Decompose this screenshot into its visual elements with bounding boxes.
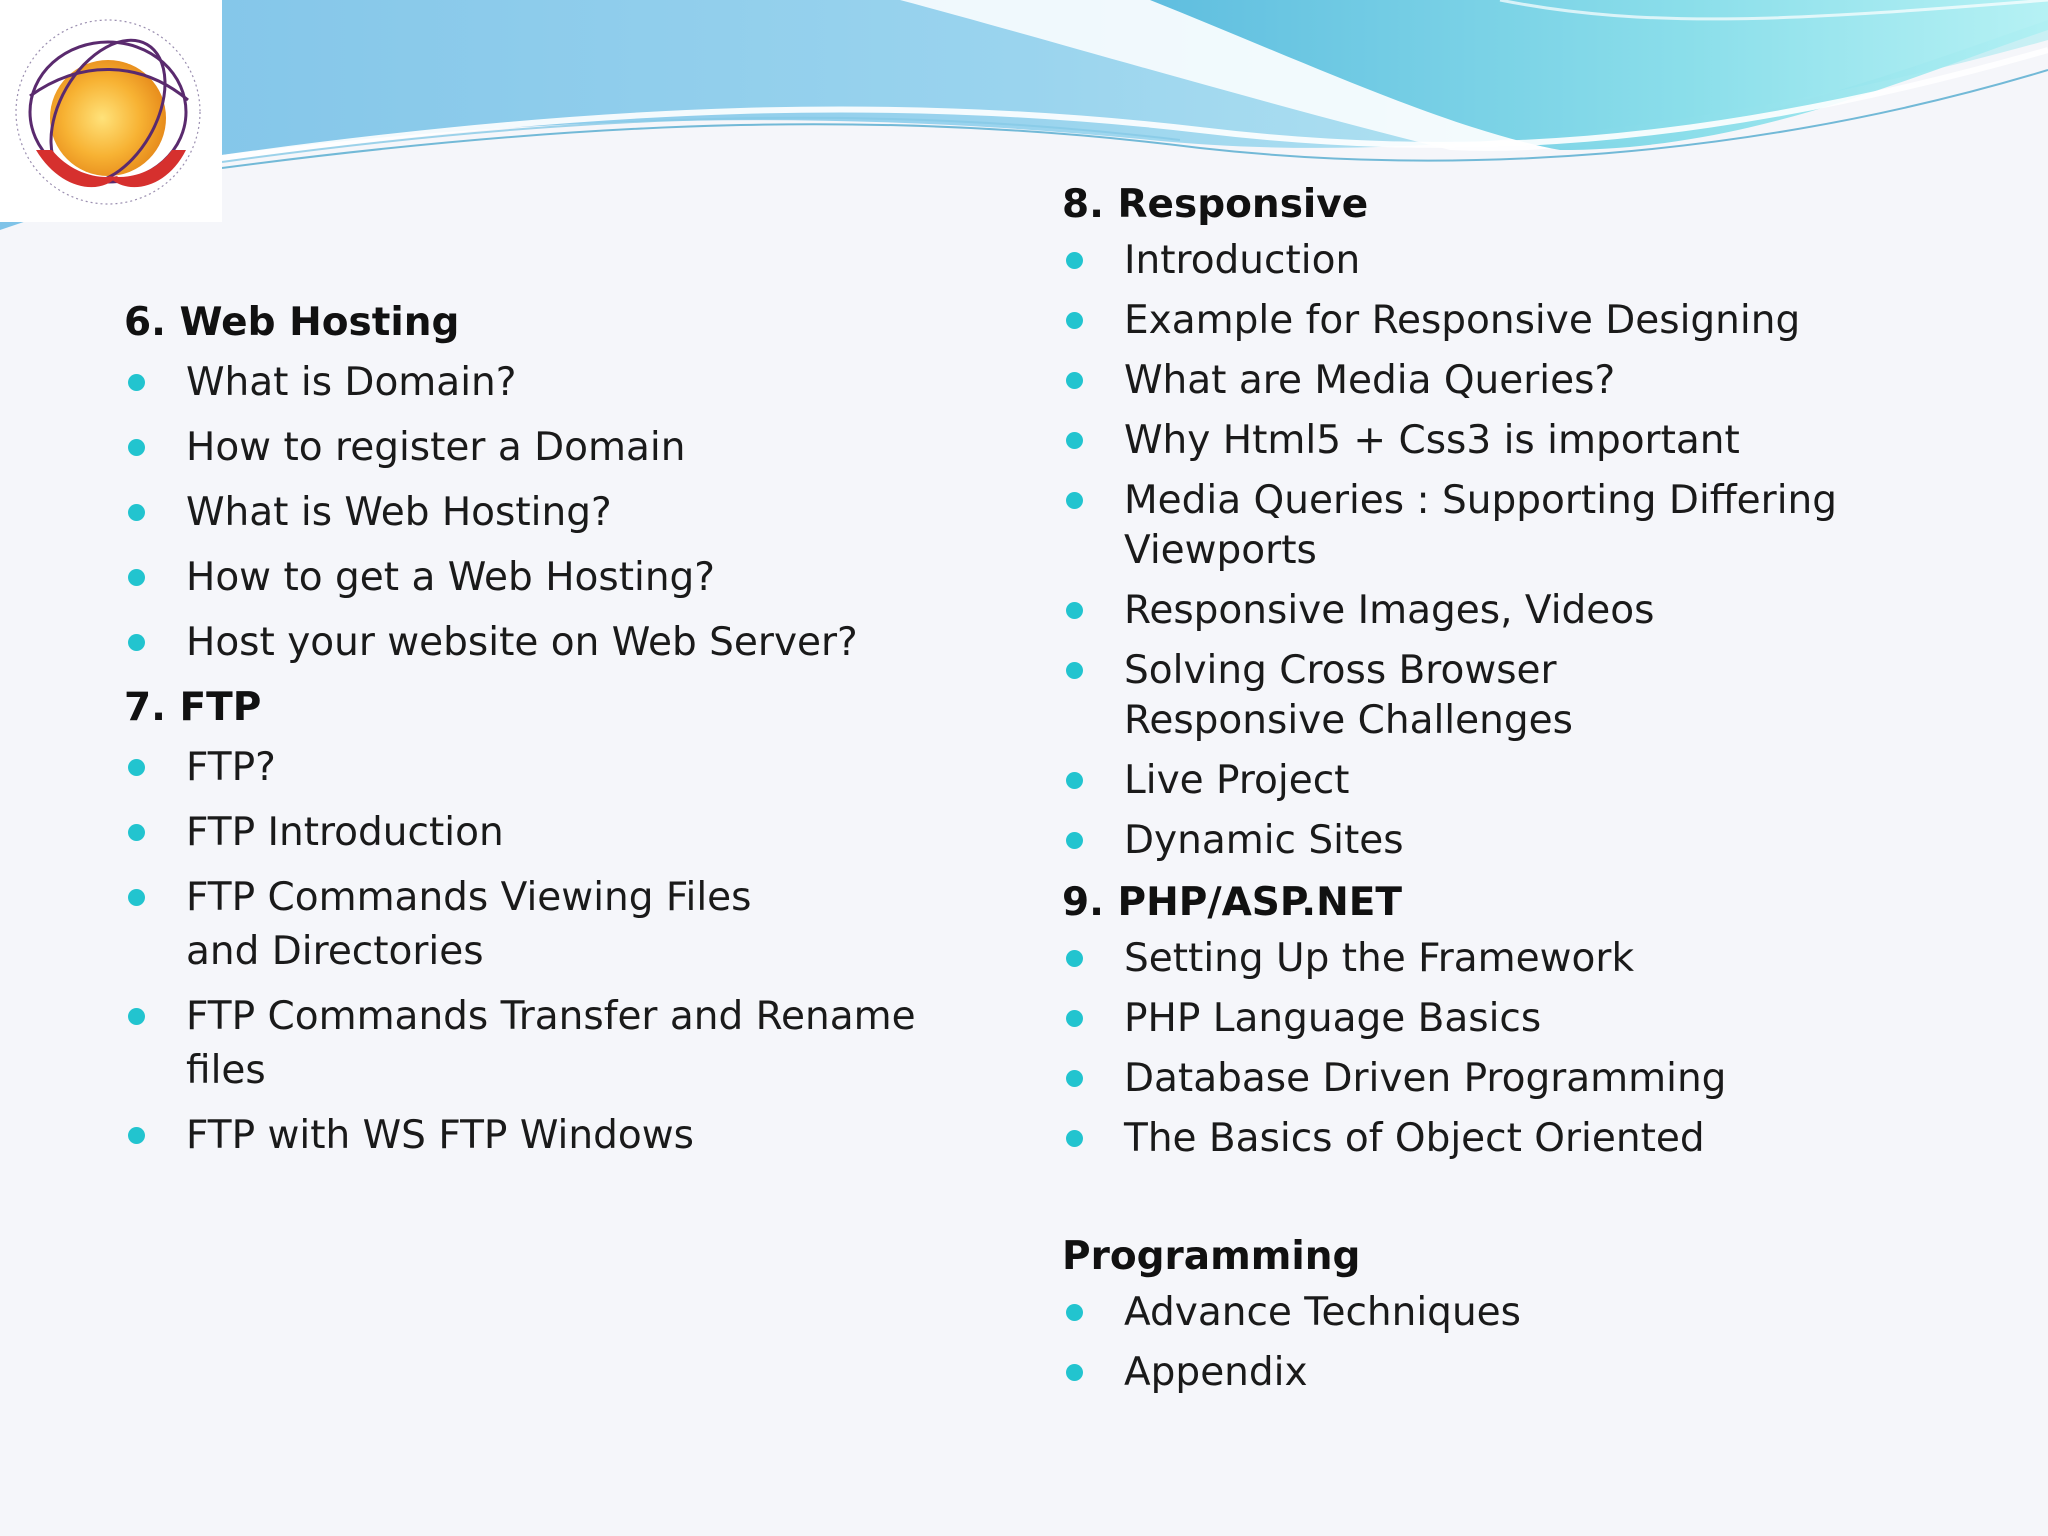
list-item [124,421,1004,475]
bullet-dot-icon [1066,772,1083,789]
list-item [124,1109,1004,1163]
item-text: How to register a Domain [186,425,686,470]
section-responsive [1062,178,1982,866]
bullet-dot-icon [128,504,145,521]
bullet-dot-icon [1066,432,1083,449]
list-item [1062,476,1844,576]
list-item [124,356,1004,410]
list-item [1062,934,1982,984]
list-item [124,616,1004,670]
section-title: Programming [1062,1234,1361,1279]
item-text: Why Html5 + Css3 is important [1124,418,1740,463]
item-text: FTP with WS FTP Windows [186,1113,694,1158]
item-text: How to get a Web Hosting? [186,555,715,600]
list-item [1062,356,1982,406]
bullet-dot-icon [1066,1130,1083,1147]
list-item [1062,416,1982,466]
item-text: Dynamic Sites [1124,818,1404,863]
bullet-dot-icon [128,1127,145,1144]
bullet-dot-icon [128,374,145,391]
list-item [124,551,1004,605]
bullet-dot-icon [128,439,145,456]
section-php-asp-net [1062,876,1982,1164]
topic-list [124,356,1004,670]
item-text: Solving Cross Browser Responsive Challenges [1124,648,1573,743]
section-title: 6. Web Hosting [124,300,460,345]
section-title: 9. PHP/ASP.NET [1062,880,1402,925]
list-item [1062,296,1982,346]
list-item [124,990,1004,1098]
bullet-dot-icon [1066,1010,1083,1027]
list-item [1062,1054,1982,1104]
bullet-dot-icon [128,824,145,841]
bullet-dot-icon [1066,832,1083,849]
item-text: FTP Commands Transfer and Rename files [186,994,916,1093]
bullet-dot-icon [1066,372,1083,389]
item-text: Live Project [1124,758,1350,803]
list-item [1062,816,1982,866]
item-text: Host your website on Web Server? [186,620,858,665]
item-text: FTP Introduction [186,810,504,855]
bullet-dot-icon [128,569,145,586]
bullet-dot-icon [1066,1304,1083,1321]
section-title: 7. FTP [124,685,262,730]
bullet-dot-icon [128,889,145,906]
bullet-dot-icon [1066,252,1083,269]
bullet-dot-icon [1066,492,1083,509]
list-item [1062,646,1784,746]
bullet-dot-icon [128,759,145,776]
list-item [124,871,826,979]
section-programming [1062,1230,1982,1398]
item-text: Database Driven Programming [1124,1056,1727,1101]
item-text: Appendix [1124,1350,1308,1395]
bullet-dot-icon [128,634,145,651]
bullet-dot-icon [1066,312,1083,329]
list-item [124,806,1004,860]
item-text: Media Queries : Supporting Differing Viewports [1124,478,1838,573]
list-item [1062,1114,1982,1164]
list-item [1062,1288,1982,1338]
topic-list [1062,236,1982,866]
list-item [1062,586,1982,636]
item-text: FTP? [186,745,276,790]
item-text: PHP Language Basics [1124,996,1542,1041]
list-item [1062,994,1982,1044]
item-text: What is Domain? [186,360,517,405]
bullet-dot-icon [1066,950,1083,967]
bullet-dot-icon [128,1008,145,1025]
list-item [1062,1348,1982,1398]
item-text: Responsive Images, Videos [1124,588,1655,633]
section-ftp [124,681,1004,1163]
list-item [1062,236,1982,286]
item-text: Setting Up the Framework [1124,936,1635,981]
list-item [124,741,1004,795]
institute-globe-logo-icon [0,0,222,222]
list-item [124,486,1004,540]
item-text: Introduction [1124,238,1361,283]
bullet-dot-icon [1066,662,1083,679]
topic-list [1062,1288,1982,1398]
item-text: Example for Responsive Designing [1124,298,1801,343]
section-web-hosting [124,296,1004,670]
list-item [1062,756,1982,806]
item-text: The Basics of Object Oriented [1124,1116,1705,1161]
section-title: 8. Responsive [1062,182,1369,227]
item-text: FTP Commands Viewing Files and Directories [186,875,752,974]
bullet-dot-icon [1066,1364,1083,1381]
institute-logo [0,0,222,222]
bullet-dot-icon [1066,602,1083,619]
item-text: What is Web Hosting? [186,490,612,535]
topic-list [124,741,1004,1163]
section-spacer [1062,1174,1982,1230]
item-text: What are Media Queries? [1124,358,1616,403]
item-text: Advance Techniques [1124,1290,1521,1335]
right-column [1062,178,1982,1408]
topic-list [1062,934,1982,1164]
bullet-dot-icon [1066,1070,1083,1087]
left-column [124,296,1004,1174]
